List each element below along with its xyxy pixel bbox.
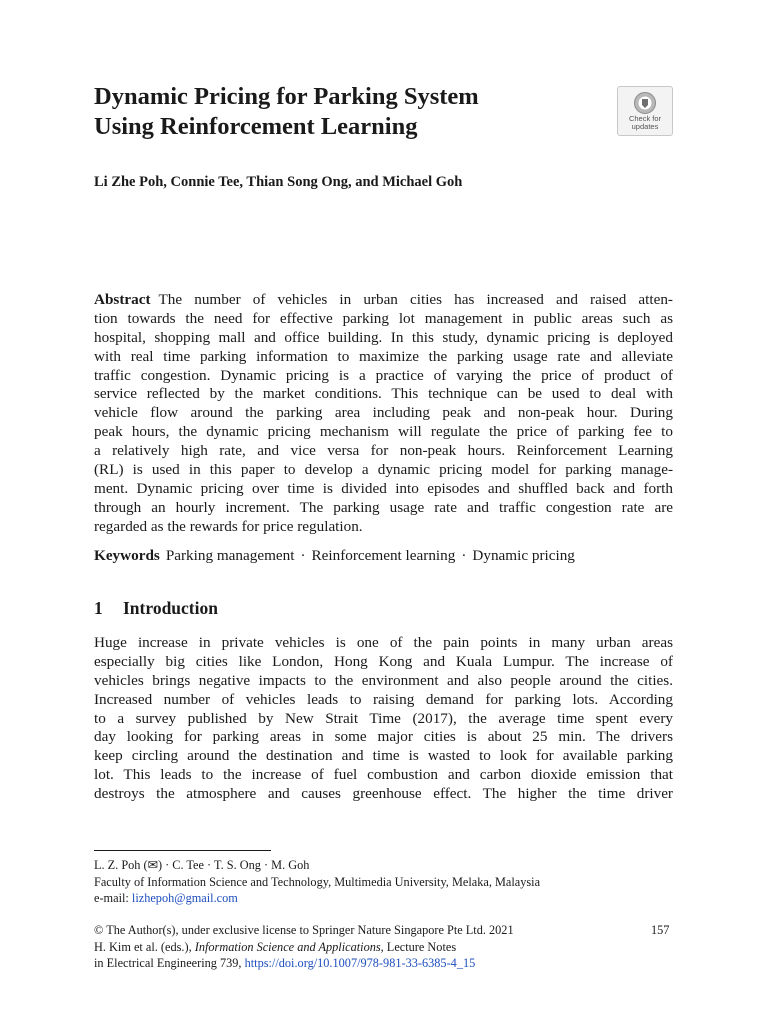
body-line: keep circling around the destination and time is wasted to look for available parking [94,747,673,765]
body-line: day looking for parking areas in some major cities is about 25 min. The drivers [94,728,673,746]
author-footnote [94,857,540,907]
badge-label-line-2: updates [631,122,659,131]
abstract-line [94,291,673,310]
keyword-item: Parking management [165,547,295,564]
body-line: Increased number of vehicles leads to raising demand for parking lots. According [94,690,673,708]
envelope-icon: ✉ [147,858,158,872]
keyword-separator: · [300,547,306,564]
keyword-separator: · [461,547,467,564]
footnote-authors-prefix: L. Z. Poh ( [94,858,148,872]
citation-suffix: , Lecture Notes [380,939,457,954]
keyword-item: Dynamic pricing [472,547,575,564]
abstract-line: a relatively high rate, and vice versa for non-peak hours. Reinforcement Learning [94,442,673,460]
abstract-line: traffic congestion. Dynamic pricing is a practice of varying the price of product of [94,366,673,384]
paper-title [94,82,594,142]
keyword-item: Reinforcement learning [311,547,456,564]
abstract-line: hospital, shopping mall and office building. In this study, dynamic pricing is deployed [94,328,673,346]
abstract-line: ment. Dynamic pricing over time is divided into episodes and shuffled back and forth [94,479,673,497]
abstract-line: tion towards the need for effective parking lot management in public areas such as [94,309,673,327]
citation-prefix: H. Kim et al. (eds.), [94,939,195,954]
abstract-label: Abstract [94,291,151,308]
section-heading [94,598,218,619]
keywords-label: Keywords [94,547,160,564]
footnote-affiliation: Faculty of Information Science and Technology, Multimedia University, Melaka, Malaysia [94,874,541,889]
abstract-line: regarded as the rewards for price regulation. [94,517,363,535]
badge-label-line-1: Check for [628,114,662,123]
body-line: Huge increase in private vehicles is one of the pain points in many urban areas [94,634,673,651]
keywords [94,547,575,565]
title-line-1: Dynamic Pricing for Parking System [94,83,479,110]
page-number: 157 [651,923,670,937]
abstract [94,291,673,537]
abstract-line: with real time parking information to maximize the parking usage rate and alleviate [94,347,673,365]
body-line: vehicles brings negative impacts to the environment and also people around the cities. [94,671,673,689]
book-title: Information Science and Applications [194,939,381,954]
check-for-updates-icon [633,91,657,115]
copyright-notice [94,922,514,972]
series-line [94,955,514,972]
footnote-authors-suffix: ) · C. Tee · T. S. Ong · M. Goh [157,858,310,872]
email-link[interactable]: lizhepoh@gmail.com [131,891,238,905]
footnote-divider [94,850,271,851]
footnote-email [94,890,540,907]
citation-line [94,939,514,956]
doi-link[interactable]: https://doi.org/10.1007/978-981-33-6385-4_15 [244,956,476,970]
email-label: e-mail: [94,891,132,905]
author-list: Li Zhe Poh, Connie Tee, Thian Song Ong, and Michael Goh [94,174,463,190]
series-prefix: in Electrical Engineering 739, [94,956,245,970]
body-line: to a survey published by New Strait Time (2017), the average time spent every [94,709,673,727]
section-number: 1 [94,598,103,618]
footnote-authors [94,857,540,874]
body-line: destroys the atmosphere and causes greenhouse effect. The higher the time driver [94,785,673,803]
check-for-updates-badge[interactable] [617,86,673,136]
abstract-line: peak hours, the dynamic pricing mechanism will regulate the price of parking fee to [94,423,673,441]
section-title: Introduction [123,598,218,618]
body-line: especially big cities like London, Hong Kong and Kuala Lumpur. The increase of [94,652,673,670]
abstract-line: through an hourly increment. The parking usage rate and traffic congestion rate are [94,498,673,516]
body-line: lot. This leads to the increase of fuel combustion and carbon dioxide emission that [94,766,673,784]
abstract-line: (RL) is used in this paper to develop a dynamic pricing model for parking manage- [94,461,673,479]
abstract-text: The number of vehicles in urban cities has increased and raised atten- [158,291,673,308]
abstract-line: service reflected by the market conditions. This technique can be used to deal with [94,385,673,403]
introduction-paragraph [94,634,673,804]
title-line-2: Using Reinforcement Learning [94,113,418,140]
copyright-line: © The Author(s), under exclusive license to Springer Nature Singapore Pte Ltd. 2021 [94,923,514,937]
abstract-line: vehicle flow around the parking area including peak and non-peak hour. During [94,404,673,422]
